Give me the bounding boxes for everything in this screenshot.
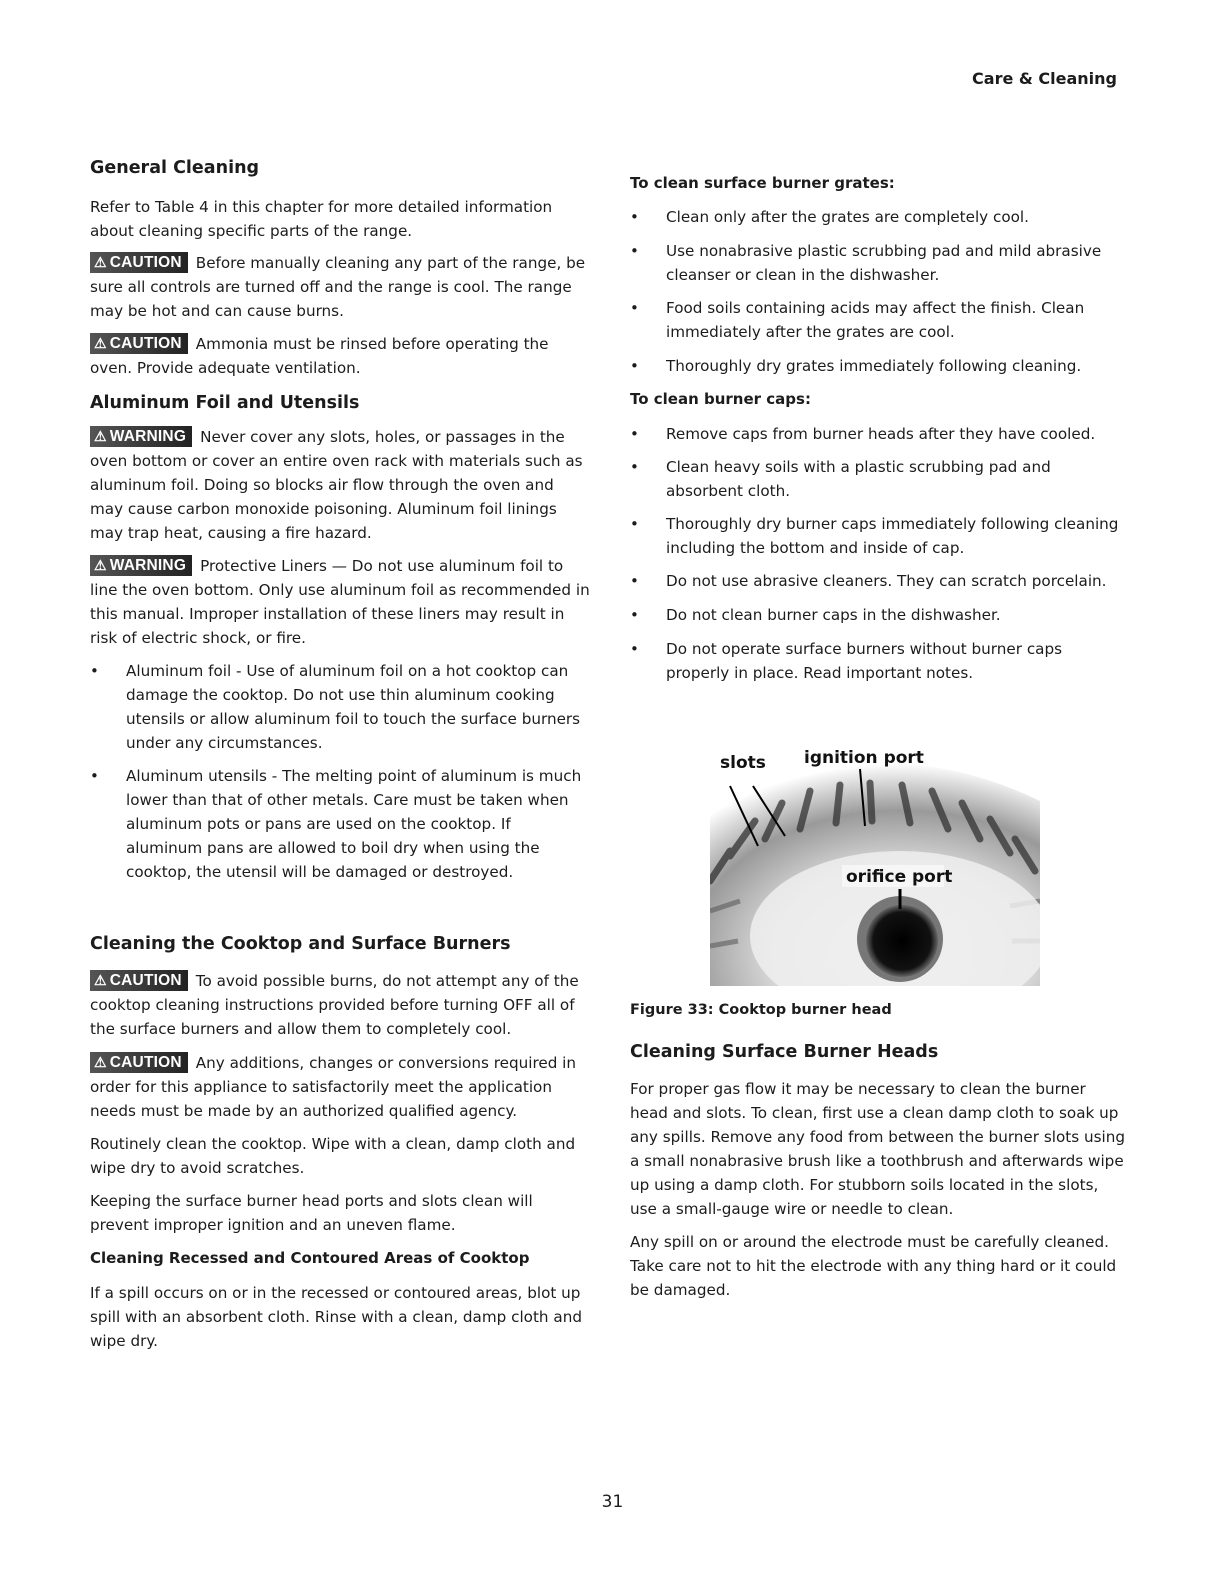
list-item: • Do not operate surface burners without burner caps properly in place. Read important notes. — [630, 637, 1126, 685]
bullet-icon: • — [90, 662, 99, 680]
warning-badge: ⚠ WARNING — [90, 426, 192, 447]
section-header: Care & Cleaning — [972, 69, 1117, 88]
grates-heading: To clean surface burner grates: — [630, 174, 895, 192]
orifice-port-label: orifice port — [846, 867, 953, 887]
bullet-icon: • — [630, 357, 639, 375]
warning-badge: ⚠ WARNING — [90, 555, 192, 576]
bullet-icon: • — [630, 208, 639, 226]
bullet-icon: • — [630, 515, 639, 533]
aluminum-foil-heading: Aluminum Foil and Utensils — [90, 393, 360, 413]
list-item: • Aluminum utensils - The melting point of aluminum is much lower than that of other metals. Care must be taken when aluminum pots or pans are used on the cooktop. If aluminum pans are allowed to boil dry when using the cooktop, the utensil will be damaged or destroyed. — [90, 764, 590, 884]
warning-note-2: ⚠ WARNING Protective Liners — Do not use aluminum foil to line the oven bottom. Only use aluminum foil as recommended in this manual. Improper installation of these liners may result in risk of electric shock, or fire. — [90, 557, 590, 647]
ignition-port-label: ignition port — [804, 748, 924, 768]
routine-cleaning-text: Routinely clean the cooktop. Wipe with a clean, damp cloth and wipe dry to avoid scratches. — [90, 1135, 576, 1177]
list-item: • Food soils containing acids may affect the finish. Clean immediately after the grates are cool. — [630, 296, 1126, 344]
list-item: • Thoroughly dry burner caps immediately following cleaning including the bottom and inside of cap. — [630, 512, 1126, 560]
list-item: • Do not clean burner caps in the dishwasher. — [630, 603, 1126, 627]
bullet-icon: • — [630, 425, 639, 443]
list-item: • Thoroughly dry grates immediately following cleaning. — [630, 354, 1126, 378]
warning-triangle-icon: ⚠ — [94, 1054, 107, 1070]
bullet-icon: • — [630, 640, 639, 658]
warning-triangle-icon: ⚠ — [94, 254, 107, 270]
burner-heads-heading: Cleaning Surface Burner Heads — [630, 1042, 939, 1062]
burner-head-photo — [710, 741, 1040, 986]
warning-triangle-icon: ⚠ — [94, 557, 107, 573]
list-item: • Clean heavy soils with a plastic scrubbing pad and absorbent cloth. — [630, 455, 1126, 503]
burner-heads-text-2: Any spill on or around the electrode must be carefully cleaned. Take care not to hit the electrode with any thing hard or it could be damaged. — [630, 1233, 1117, 1299]
caps-heading: To clean burner caps: — [630, 390, 811, 408]
list-item: • Aluminum foil - Use of aluminum foil on a hot cooktop can damage the cooktop. Do not use thin aluminum cooking utensils or allow aluminum foil to touch the surface burners under any circumstances. — [90, 659, 590, 755]
caution-note-2: ⚠ CAUTION Ammonia must be rinsed before operating the oven. Provide adequate ventilation. — [90, 335, 549, 377]
list-item: • Clean only after the grates are completely cool. — [630, 205, 1126, 229]
general-cleaning-heading: General Cleaning — [90, 158, 260, 178]
warning-triangle-icon: ⚠ — [94, 972, 107, 988]
bullet-icon: • — [630, 606, 639, 624]
recessed-areas-text: If a spill occurs on or in the recessed or contoured areas, blot up spill with an absorbent cloth. Rinse with a clean, damp cloth and wipe dry. — [90, 1284, 582, 1350]
caution-note-3: ⚠ CAUTION To avoid possible burns, do not attempt any of the cooktop cleaning instructions provided before turning OFF all of the surface burners and allow them to completely cool. — [90, 972, 579, 1038]
page-number: 31 — [601, 1492, 624, 1512]
caution-badge: ⚠ CAUTION — [90, 970, 188, 991]
slots-label: slots — [720, 753, 766, 773]
list-item: • Use nonabrasive plastic scrubbing pad and mild abrasive cleanser or clean in the dishwasher. — [630, 239, 1126, 287]
general-intro: Refer to Table 4 in this chapter for more detailed information about cleaning specific parts of the range. — [90, 198, 553, 240]
bullet-icon: • — [630, 242, 639, 260]
list-item: • Remove caps from burner heads after they have cooled. — [630, 422, 1126, 446]
bullet-icon: • — [630, 458, 639, 476]
bullet-icon: • — [630, 299, 639, 317]
ports-slots-text: Keeping the surface burner head ports and slots clean will prevent improper ignition and an uneven flame. — [90, 1192, 533, 1234]
caution-badge: ⚠ CAUTION — [90, 1052, 188, 1073]
burner-heads-text-1: For proper gas flow it may be necessary to clean the burner head and slots. To clean, first use a clean damp cloth to soak up any spills. Remove any food from between the burner slots using a small nonabrasive brush like a toothbrush and afterwards wipe up using a damp cloth. For stubborn soils located in the slots, use a small-gauge wire or needle to clean. — [630, 1080, 1125, 1218]
caution-badge: ⚠ CAUTION — [90, 333, 188, 354]
list-item: • Do not use abrasive cleaners. They can scratch porcelain. — [630, 569, 1126, 593]
recessed-areas-heading: Cleaning Recessed and Contoured Areas of Cooktop — [90, 1249, 530, 1267]
warning-triangle-icon: ⚠ — [94, 335, 107, 351]
warning-note-1: ⚠ WARNING Never cover any slots, holes, or passages in the oven bottom or cover an entire oven rack with materials such as aluminum foil. Doing so blocks air flow through the oven and may cause carbon monoxide poisoning. Aluminum foil linings may trap heat, causing a fire hazard. — [90, 428, 583, 542]
caution-note-1: ⚠ CAUTION Before manually cleaning any part of the range, be sure all controls are turned off and the range is cool. The range may be hot and can cause burns. — [90, 254, 586, 320]
bullet-icon: • — [630, 572, 639, 590]
figure-caption: Figure 33: Cooktop burner head — [630, 1002, 892, 1018]
caution-note-4: ⚠ CAUTION Any additions, changes or conversions required in order for this appliance to satisfactorily meet the application needs must be made by an authorized qualified agency. — [90, 1054, 577, 1120]
cooktop-cleaning-heading: Cleaning the Cooktop and Surface Burners — [90, 934, 511, 954]
caution-badge: ⚠ CAUTION — [90, 252, 188, 273]
bullet-icon: • — [90, 767, 99, 785]
burner-head-illustration — [710, 741, 1040, 986]
warning-triangle-icon: ⚠ — [94, 428, 107, 444]
